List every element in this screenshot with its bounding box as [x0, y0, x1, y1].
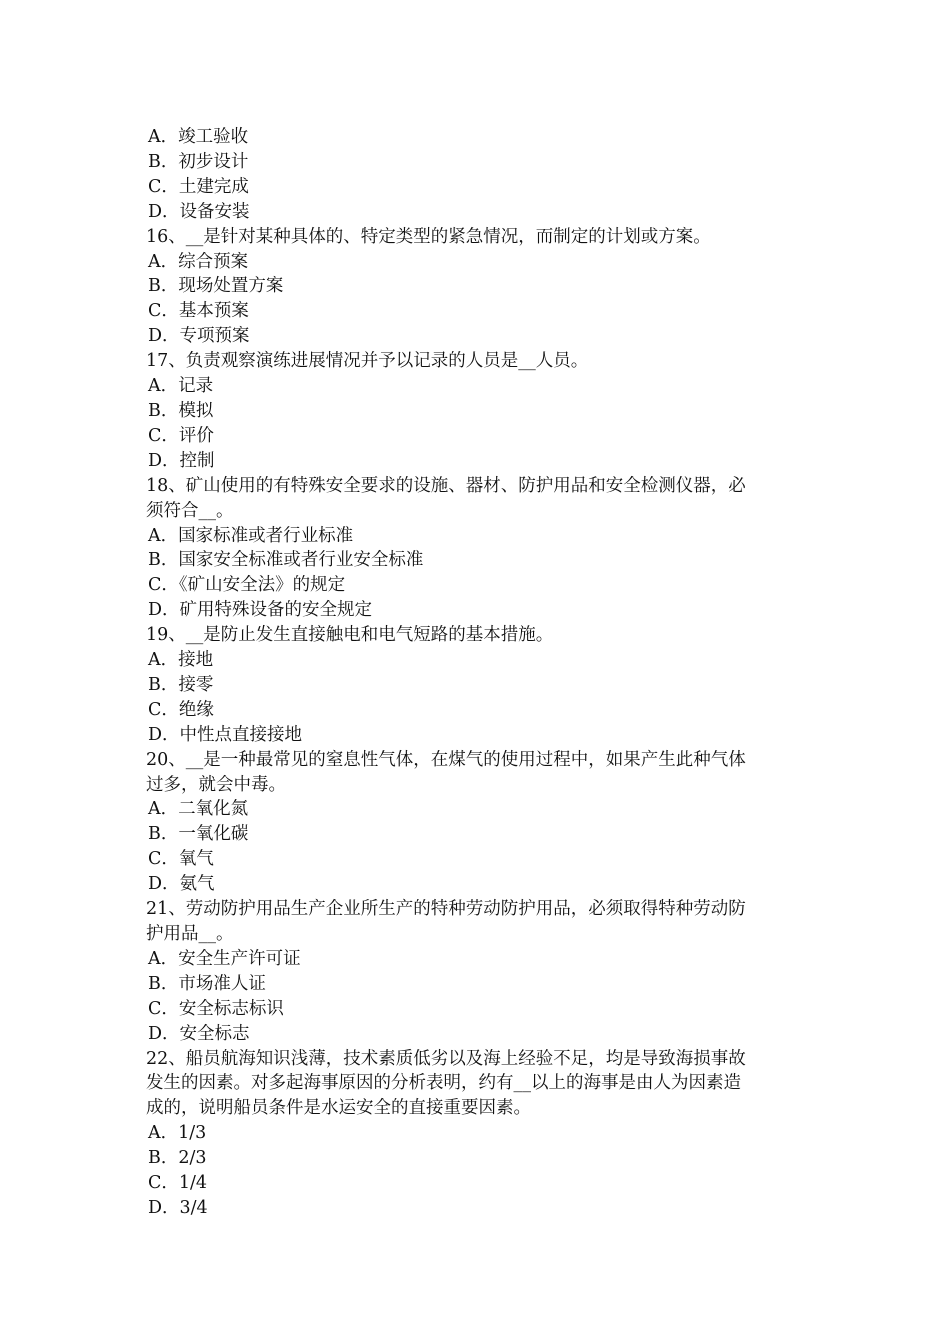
answer-option: A．竣工验收: [148, 127, 249, 147]
answer-option: A．二氧化氮: [148, 799, 249, 820]
question-text: 22、船员航海知识浅薄，技术素质低劣以及海上经验不足，均是导致海损事故: [146, 1048, 746, 1069]
answer-option: B．一氧化碳: [148, 824, 249, 845]
question-text: 须符合__。: [146, 500, 234, 521]
answer-option: A．接地: [148, 650, 214, 671]
question-text: 过多，就会中毒。: [146, 774, 286, 795]
question-text: 21、劳动防护用品生产企业所生产的特种劳动防护用品，必须取得特种劳动防: [146, 899, 746, 920]
answer-option: D．矿用特殊设备的安全规定: [148, 600, 373, 621]
answer-option: C．氧气: [148, 849, 214, 870]
answer-option: C．土建完成: [148, 176, 249, 197]
answer-option: C．基本预案: [148, 301, 249, 322]
exam-question-list: [146, 125, 810, 1221]
answer-option: C．评价: [148, 425, 214, 446]
answer-option: A．综合预案: [148, 251, 249, 272]
question-text: 18、矿山使用的有特殊安全要求的设施、器材、防护用品和安全检测仪器，必: [146, 475, 746, 496]
answer-option: A．国家标准或者行业标准: [148, 525, 354, 546]
question-text: 17、负责观察演练进展情况并予以记录的人员是__人员。: [146, 351, 589, 372]
answer-option: B．模拟: [148, 400, 214, 421]
question-text: 护用品__。: [146, 924, 234, 944]
answer-option: B．初步设计: [148, 151, 249, 172]
answer-option: B．国家安全标准或者行业安全标准: [148, 550, 424, 571]
answer-option: B．2/3: [148, 1148, 207, 1169]
answer-option: D．安全标志: [148, 1023, 250, 1044]
answer-option: C．1/4: [148, 1173, 208, 1194]
question-text: 成的，说明船员条件是水运安全的直接重要因素。: [146, 1098, 531, 1119]
answer-option: D．控制: [148, 450, 215, 471]
answer-option: B．现场处置方案: [148, 276, 284, 297]
answer-option: C．绝缘: [148, 699, 214, 720]
question-text: 19、__是防止发生直接触电和电气短路的基本措施。: [146, 625, 554, 646]
answer-option: D．专项预案: [148, 326, 250, 347]
answer-option: D．设备安装: [148, 201, 250, 222]
answer-option: D．氨气: [148, 874, 215, 895]
answer-option: A．记录: [148, 376, 214, 397]
question-text: 发生的因素。对多起海事原因的分析表明，约有__以上的海事是由人为因素造: [146, 1073, 741, 1094]
answer-option: D．3/4: [148, 1197, 208, 1218]
question-text: 16、__是针对某种具体的、特定类型的紧急情况，而制定的计划或方案。: [146, 226, 711, 247]
answer-option: A．安全生产许可证: [148, 948, 301, 969]
answer-option: B．市场准人证: [148, 973, 266, 994]
answer-option: C．《矿山安全法》的规定: [148, 575, 346, 596]
answer-option: A．1/3: [148, 1123, 207, 1144]
answer-option: D．中性点直接接地: [148, 724, 303, 745]
answer-option: B．接零: [148, 674, 214, 695]
answer-option: C．安全标志标识: [148, 998, 284, 1019]
question-text: 20、__是一种最常见的窒息性气体，在煤气的使用过程中，如果产生此种气体: [146, 749, 746, 770]
